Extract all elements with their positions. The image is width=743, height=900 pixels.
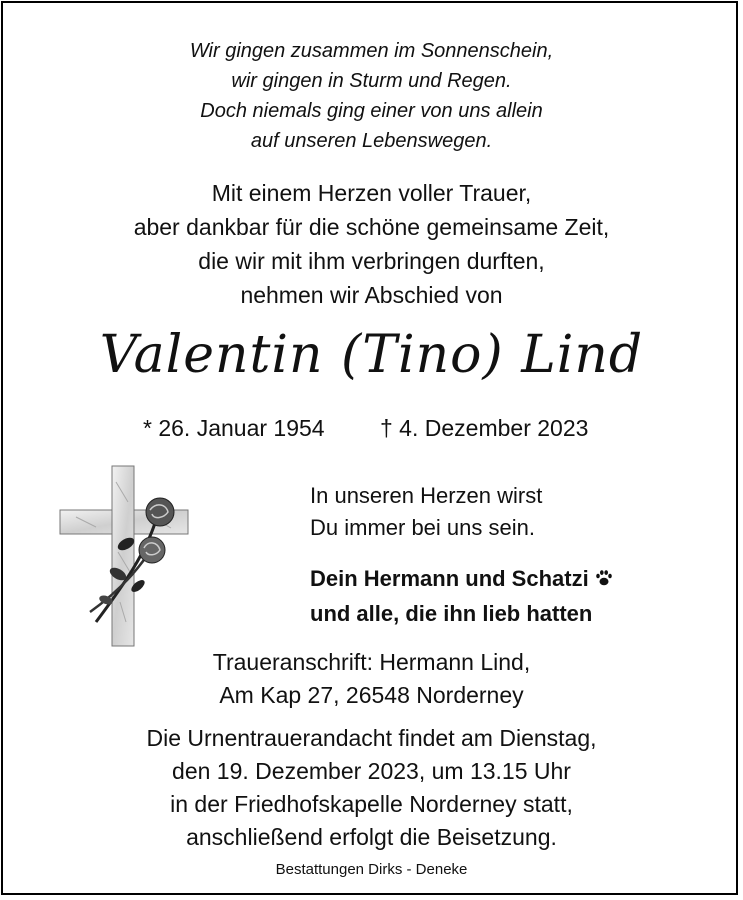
intro-line: aber dankbar für die schöne gemeinsame Zeit, bbox=[133, 214, 610, 240]
poem-line: Doch niemals ging einer von uns allein bbox=[200, 100, 543, 122]
intro-line: die wir mit ihm verbringen durften, bbox=[198, 248, 545, 274]
mourners-name: Dein Hermann und Schatzi bbox=[310, 566, 589, 591]
intro-line: nehmen wir Abschied von bbox=[240, 282, 503, 308]
deceased-name: Valentin (Tino) Lind bbox=[99, 325, 644, 385]
memorial-text bbox=[310, 480, 542, 544]
mourning-address bbox=[0, 646, 743, 712]
ceremony-line: Die Urnentrauerandacht findet am Dienstag, bbox=[146, 725, 597, 751]
ceremony-line: in der Friedhofskapelle Norderney statt, bbox=[170, 791, 573, 817]
poem-line: Wir gingen zusammen im Sonnenschein, bbox=[189, 40, 554, 62]
ceremony-info bbox=[0, 722, 743, 854]
address-line: Traueranschrift: Hermann Lind, bbox=[212, 649, 531, 675]
undertaker-name: Bestattungen Dirks - Deneke bbox=[275, 861, 468, 878]
address-line: Am Kap 27, 26548 Norderney bbox=[219, 682, 524, 708]
intro-line: Mit einem Herzen voller Trauer, bbox=[211, 180, 532, 206]
cross-with-roses-icon bbox=[56, 462, 196, 650]
ceremony-line: den 19. Dezember 2023, um 13.15 Uhr bbox=[172, 758, 571, 784]
memorial-line: In unseren Herzen wirst bbox=[310, 483, 543, 508]
intro-text bbox=[0, 176, 743, 312]
poem-verse bbox=[0, 36, 743, 156]
mourners-line bbox=[310, 562, 613, 597]
poem-line: wir gingen in Sturm und Regen. bbox=[231, 70, 512, 92]
ceremony-line: anschließend erfolgt die Beisetzung. bbox=[186, 824, 557, 850]
paw-icon bbox=[595, 563, 613, 597]
poem-line: auf unseren Lebenswegen. bbox=[250, 130, 493, 152]
death-date: † 4. Dezember 2023 bbox=[380, 415, 589, 441]
mourners-line: und alle, die ihn lieb hatten bbox=[310, 601, 593, 627]
mourners-signature bbox=[310, 562, 613, 631]
birth-date: * 26. Januar 1954 bbox=[143, 415, 325, 441]
memorial-line: Du immer bei uns sein. bbox=[310, 515, 535, 540]
